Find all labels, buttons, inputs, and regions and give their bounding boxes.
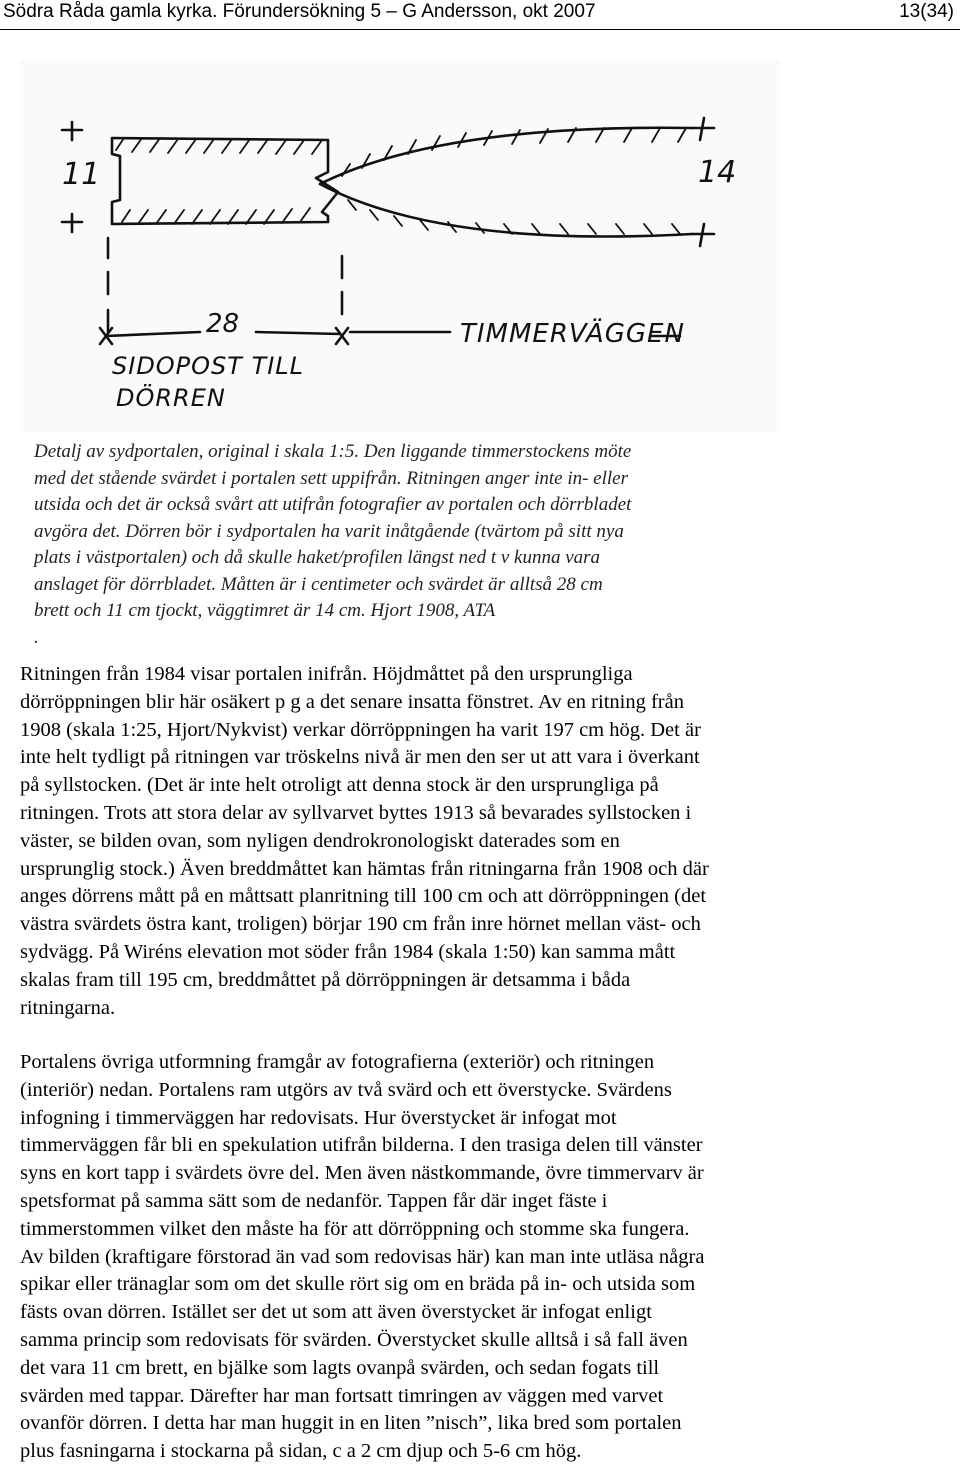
portal-detail-drawing: [20, 60, 780, 432]
paragraph-text: Portalens övriga utformning framgår av fotografierna (exteriör) och ritningen (interiör) nedan. Portalens ram utgörs av två svärd och ett överstycke. Svärdens infogning i timmerväggen har redovisats. Hur överstycket är infogat mot timmerväggen får bli en spekulation utifrån bilderna. I den trasiga delen till vänster syns en kort tapp i svärdets övre del. Men även nästkommande, övre timmervarv är spetsformat på samma sätt som de nedanför. Tappen får där inget fäste i timmerstommen vilket den måste ha för att dörröppning och stomme ska fungera. Av bilden (kraftigare förstorad än vad som redovisas här) kan man inte utläsa några spikar eller tränaglar som om det skulle rört sig om en bräda på in- och utsida som fästs ovan dörren. Istället ser det ut som att även överstycket är infogat enligt samma princip som redovisats för svärden. Överstycket skulle alltså i så fall även det vara 11 cm brett, en bjälke som lagts ovanpå svärden, och sedan fogats till svärden med tappar. Därefter har man fortsatt timringen av väggen med varvet ovanför dörren. I detta har man huggit in en liten ”nisch”, lika bred som portalen plus fasningarna i stockarna på sidan, c a 2 cm djup och 5-6 cm hög.: [20, 1051, 705, 1463]
body-paragraph-2: [20, 1049, 940, 1466]
page-header: [0, 0, 960, 30]
caption-text: Detalj av sydportalen, original i skala 1:5. Den liggande timmerstockens möte med det stående svärdet i portalen sett uppifrån. Ritningen anger inte in- eller utsida och det är också svårt att utifrån fotografier av portalen och dörrbladet avgöra det. Dörren bör i sydportalen ha varit inåtgående (tvärtom på sitt nya plats i västportalen) och då skulle haket/profilen längst ned t v kunna vara anslaget för dörrbladet. Måtten är i centimeter och svärdet är alltså 28 cm brett och 11 cm tjockt, väggtimret är 14 cm. Hjort 1908, ATA .: [34, 441, 632, 648]
figure-caption: [34, 439, 934, 651]
label-wall: TIMMERVÄGGEN: [460, 319, 685, 349]
drawing-svg: [20, 60, 780, 432]
label-wall-thickness: 14: [698, 155, 737, 190]
page-number: 13(34): [899, 1, 954, 22]
label-post-line2: DÖRREN: [116, 384, 226, 412]
body-paragraph-1: [20, 661, 940, 1022]
label-post-line1: SIDOPOST TILL: [112, 352, 305, 380]
label-dimension: 28: [206, 309, 240, 339]
label-thickness: 11: [62, 157, 101, 192]
document-title: Södra Råda gamla kyrka. Förundersökning 5 – G Andersson, okt 2007: [3, 1, 596, 22]
paragraph-text: Ritningen från 1984 visar portalen inifrån. Höjdmåttet på den ursprungliga dörröppningen blir här osäkert p g a det senare insatta fönstret. Av en ritning från 1908 (skala 1:25, Hjort/Nykvist) verkar dörröppningen ha varit 197 cm hög. Det är inte helt tydligt på ritningen var tröskelns nivå är men den ser ut att vara i överkant på syllstocken. (Det är inte helt otroligt att denna stock är den ursprungliga på ritningen. Trots att stora delar av syllvarvet byttes 1913 så bevarades syllstocken i väster, se bilden ovan, som nyligen dendrokronologiskt daterades som en ursprunglig stock.) Även breddmåttet kan hämtas från ritningarna från 1908 och där anges dörrens mått på en måttsatt planritning till 100 cm och att dörröppningen (det västra svärdets östra kant, troligen) börjar 190 cm från inre hörnet mellan väst- och sydvägg. På Wiréns elevation mot söder från 1984 (skala 1:50) kan samma mått skalas fram till 195 cm, breddmåttet på dörröppningen är detsamma i båda ritningarna.: [20, 663, 709, 1019]
header-rule: [0, 29, 960, 30]
